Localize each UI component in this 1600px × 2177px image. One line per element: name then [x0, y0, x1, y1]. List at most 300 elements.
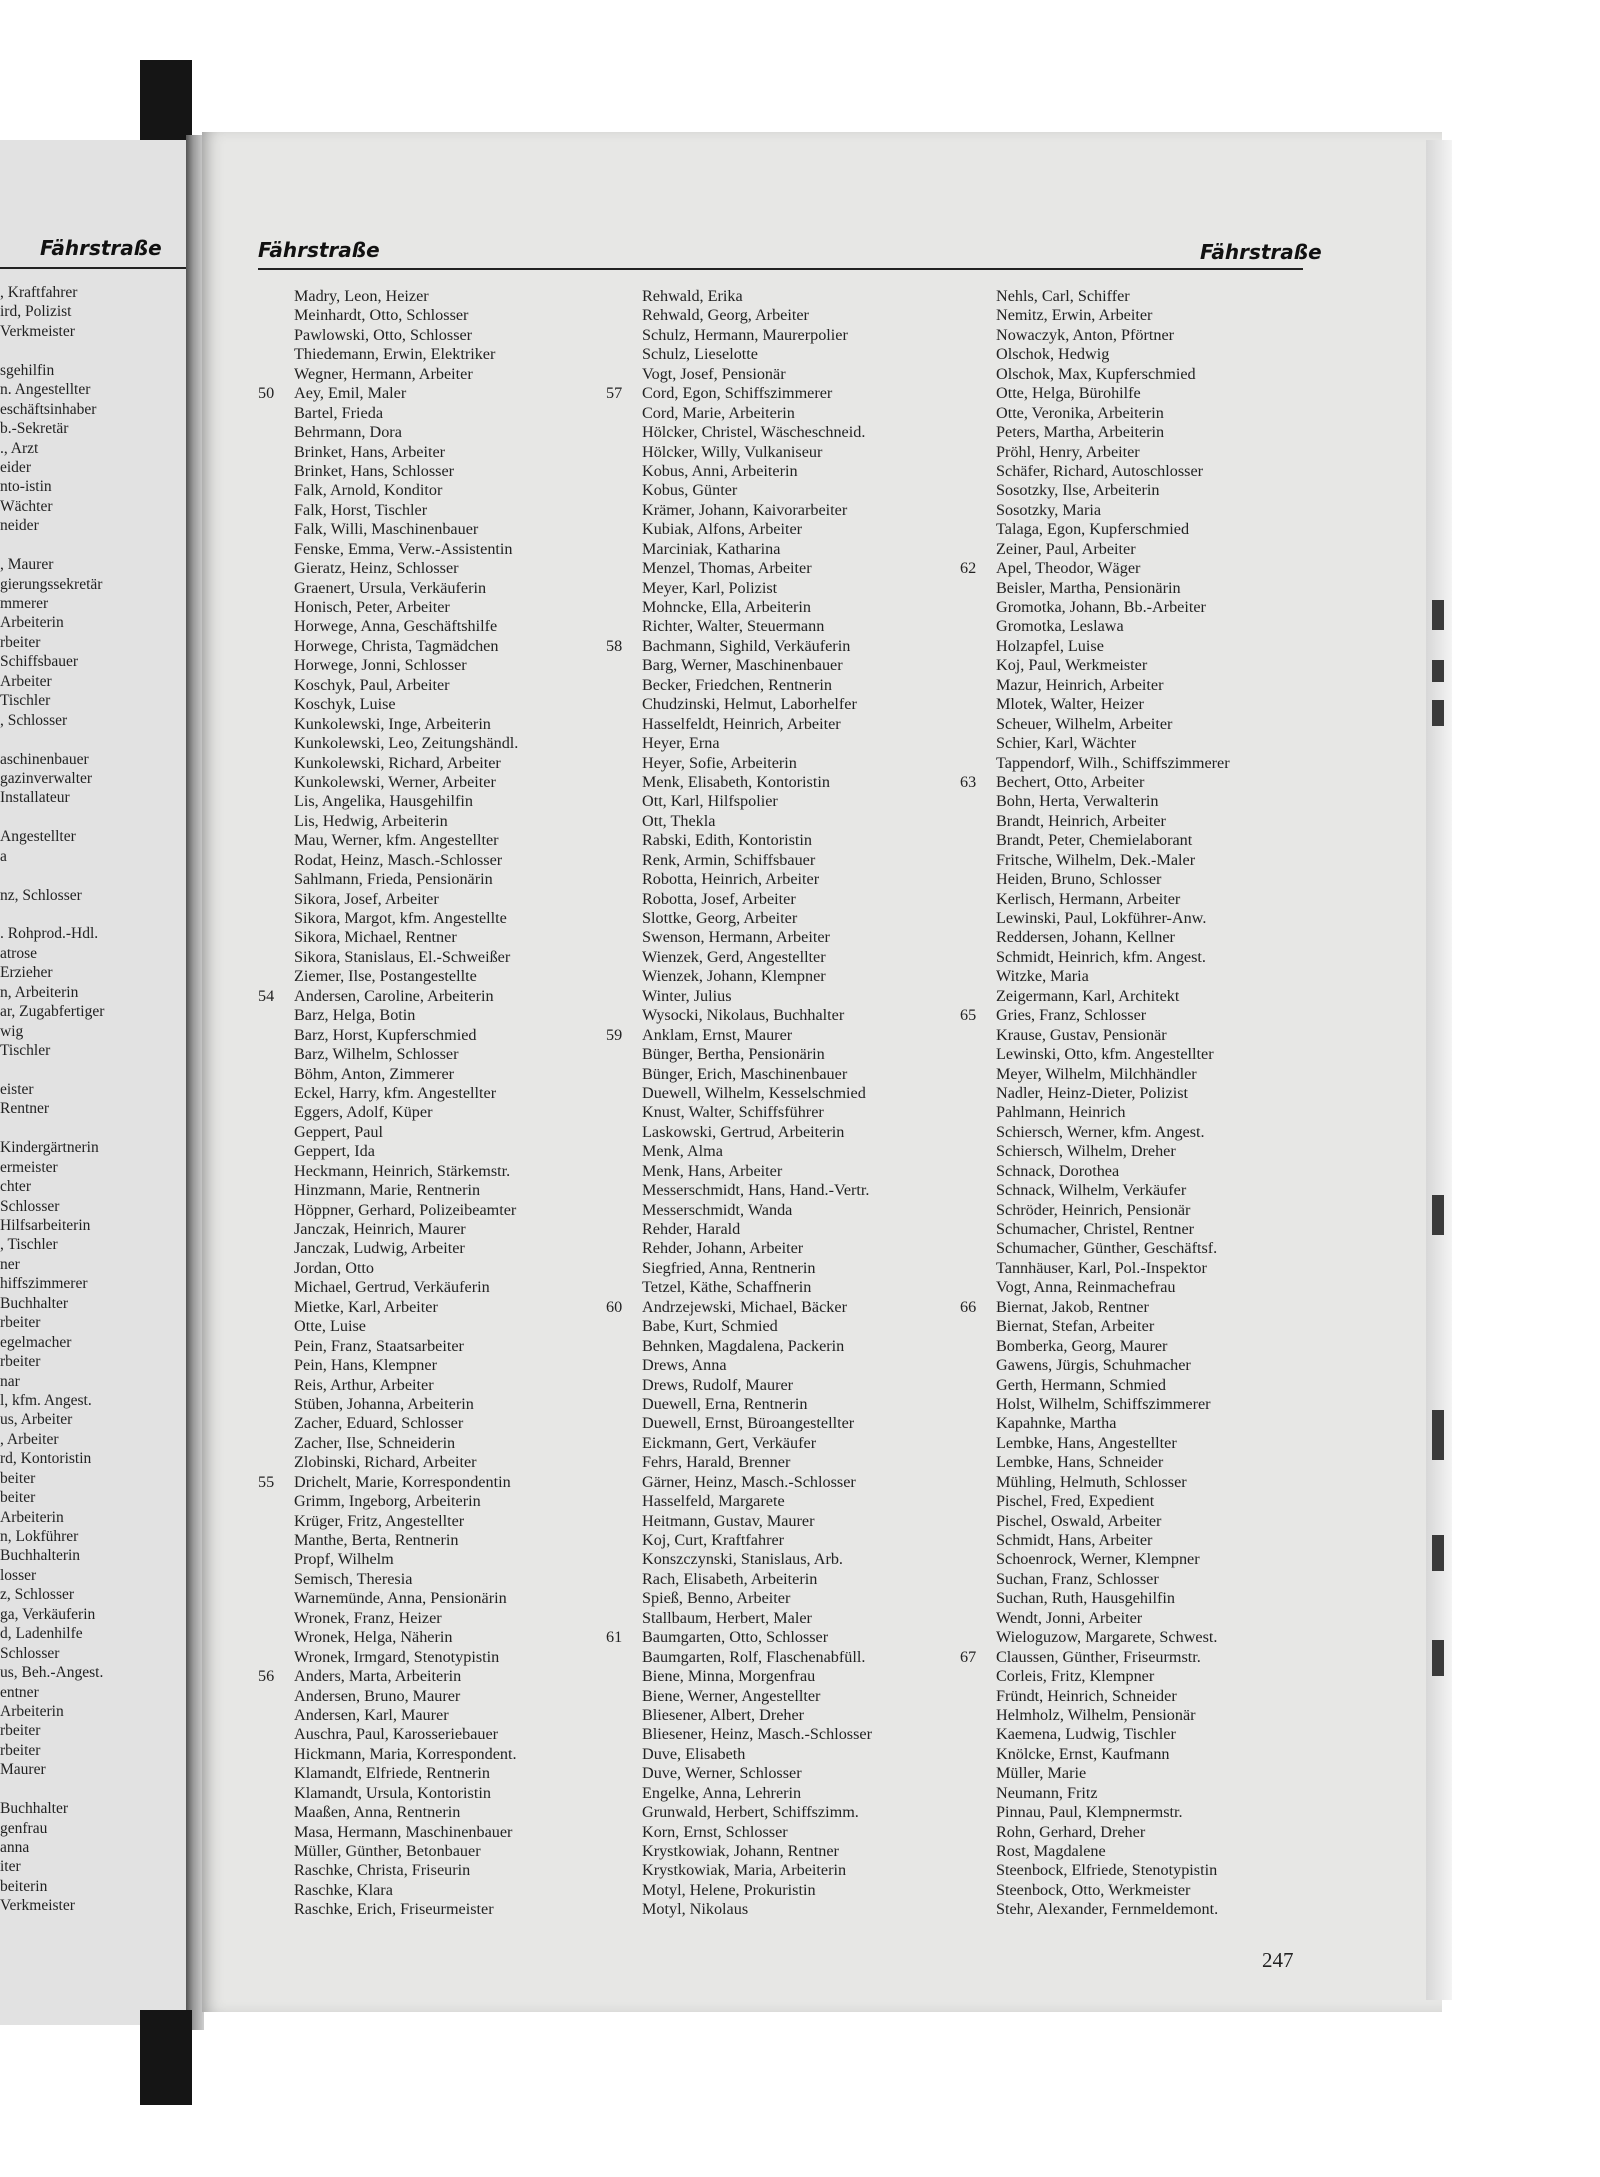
resident-entry: Drews, Rudolf, Maurer: [642, 1375, 794, 1394]
resident-entry: Gerth, Hermann, Schmied: [996, 1375, 1166, 1394]
directory-entry: [258, 579, 603, 598]
resident-entry: Pawlowski, Otto, Schlosser: [294, 325, 473, 344]
facing-page-line: [0, 536, 192, 555]
directory-entry: [606, 1259, 956, 1278]
facing-page-line: entner: [0, 1683, 39, 1701]
directory-entry: [258, 365, 603, 384]
directory-entry: [258, 792, 603, 811]
directory-entry: [960, 1084, 1310, 1103]
page-edge-mark: [1432, 700, 1444, 726]
directory-entry: [960, 1142, 1310, 1161]
directory-entry: [960, 1881, 1310, 1900]
resident-entry: Kunkolewski, Inge, Arbeiterin: [294, 714, 491, 733]
resident-entry: Honisch, Peter, Arbeiter: [294, 598, 450, 616]
directory-entry: [960, 1298, 1310, 1317]
directory-entry: [258, 1842, 603, 1861]
facing-page-line: l, kfm. Angest.: [0, 1391, 92, 1409]
resident-entry: Höppner, Gerhard, Polizeibeamter: [294, 1200, 517, 1219]
resident-entry: Kerlisch, Hermann, Arbeiter: [996, 889, 1181, 908]
resident-entry: Andersen, Bruno, Maurer: [294, 1686, 461, 1705]
directory-entry: [258, 890, 603, 909]
directory-entry: [960, 326, 1310, 345]
facing-page-line: Tischler: [0, 692, 51, 710]
directory-entry: [258, 1298, 603, 1317]
resident-entry: Barz, Horst, Kupferschmied: [294, 1025, 477, 1044]
facing-page-line: Erzieher: [0, 964, 53, 982]
resident-entry: Thiedemann, Erwin, Elektriker: [294, 345, 496, 364]
resident-entry: Masa, Hermann, Maschinenbauer: [294, 1822, 513, 1841]
directory-entry: [960, 1026, 1310, 1045]
facing-page-line: Schlosser: [0, 1197, 60, 1215]
resident-entry: Apel, Theodor, Wäger: [996, 559, 1141, 578]
binding-strip-bottom: [140, 2010, 192, 2105]
resident-entry: Mazur, Heinrich, Arbeiter: [996, 675, 1164, 694]
directory-entry: [258, 1764, 603, 1783]
directory-entry: [960, 1239, 1310, 1258]
resident-entry: Sikora, Stanislaus, El.-Schweißer: [294, 947, 511, 966]
resident-entry: Witzke, Maria: [996, 967, 1089, 986]
resident-entry: Talaga, Egon, Kupferschmied: [996, 520, 1190, 539]
directory-entry: [606, 831, 956, 850]
facing-page-line: Buchhalter: [0, 1800, 69, 1818]
resident-entry: Tannhäuser, Karl, Pol.-Inspektor: [996, 1258, 1207, 1277]
directory-entry: [606, 734, 956, 753]
resident-entry: Klamandt, Ursula, Kontoristin: [294, 1783, 491, 1802]
directory-entry: [258, 734, 603, 753]
resident-entry: Fenske, Emma, Verw.-Assistentin: [294, 539, 513, 558]
facing-page-line: atrose: [0, 944, 38, 962]
facing-page-line: mmerer: [0, 595, 49, 612]
directory-entry: [960, 1512, 1310, 1531]
facing-page-line: ner: [0, 1255, 20, 1273]
page-number: 247: [1262, 1948, 1294, 1972]
resident-entry: Schröder, Heinrich, Pensionär: [996, 1200, 1191, 1219]
resident-entry: Ziemer, Ilse, Postangestellte: [294, 967, 477, 986]
resident-entry: Anklam, Ernst, Maurer: [642, 1025, 793, 1044]
resident-entry: Rodat, Heinz, Masch.-Schlosser: [294, 850, 503, 869]
directory-entry: [960, 1317, 1310, 1336]
directory-entry: [606, 1881, 956, 1900]
directory-entry: [606, 1414, 956, 1433]
directory-entry: [606, 890, 956, 909]
directory-entry: [606, 1823, 956, 1842]
directory-entry: [258, 909, 603, 928]
directory-entry: [960, 1492, 1310, 1511]
directory-entry: [606, 1337, 956, 1356]
directory-entry: [606, 948, 956, 967]
resident-entry: Schiersch, Werner, kfm. Angest.: [996, 1122, 1205, 1141]
directory-entry: [258, 1512, 603, 1531]
directory-entry: [960, 1162, 1310, 1181]
directory-entry: [258, 1784, 603, 1803]
resident-entry: Krämer, Johann, Kaivorarbeiter: [642, 500, 848, 519]
resident-entry: Holzapfel, Luise: [996, 636, 1104, 655]
resident-entry: Rach, Elisabeth, Arbeiterin: [642, 1569, 818, 1588]
facing-page-line: rbeiter: [0, 1741, 41, 1759]
resident-entry: Eckel, Harry, kfm. Angestellter: [294, 1083, 497, 1102]
resident-entry: Drichelt, Marie, Korrespondentin: [294, 1472, 511, 1491]
directory-entry: [606, 365, 956, 384]
resident-entry: Meyer, Karl, Polizist: [642, 578, 778, 597]
resident-entry: Heyer, Sofie, Arbeiterin: [642, 753, 797, 772]
facing-page-line: rbeiter: [0, 633, 41, 651]
directory-entry: [606, 1181, 956, 1200]
resident-entry: Schnack, Wilhelm, Verkäufer: [996, 1181, 1187, 1200]
facing-page-line: z, Schlosser: [0, 1586, 75, 1604]
facing-page-line: beiter: [0, 1469, 36, 1487]
directory-entry: [960, 598, 1310, 617]
facing-page-line: Schlosser: [0, 1644, 60, 1662]
directory-entry: [606, 1784, 956, 1803]
directory-entry: [606, 1609, 956, 1628]
facing-page-line: [0, 905, 192, 924]
resident-entry: Kunkolewski, Werner, Arbeiter: [294, 772, 496, 791]
directory-entry: [606, 404, 956, 423]
house-number: 61: [606, 1628, 623, 1647]
directory-entry: [258, 326, 603, 345]
resident-entry: Olschok, Max, Kupferschmied: [996, 364, 1196, 383]
directory-entry: [606, 1589, 956, 1608]
directory-entry: [258, 1045, 603, 1064]
resident-entry: Stehr, Alexander, Fernmeldemont.: [996, 1900, 1219, 1919]
resident-entry: Raschke, Klara: [294, 1880, 393, 1899]
directory-entry: [960, 734, 1310, 753]
resident-entry: Mohncke, Ella, Arbeiterin: [642, 598, 812, 616]
resident-entry: Horwege, Anna, Geschäftshilfe: [294, 617, 498, 636]
resident-entry: Wendt, Jonni, Arbeiter: [996, 1608, 1143, 1627]
facing-page-line: nar: [0, 1372, 20, 1390]
facing-page-line: beiter: [0, 1489, 36, 1507]
facing-page-header: Fährstraße: [40, 236, 162, 260]
directory-entry: [606, 1842, 956, 1861]
directory-entry: [258, 1881, 603, 1900]
resident-entry: Rehder, Harald: [642, 1220, 741, 1238]
resident-entry: Schier, Karl, Wächter: [996, 734, 1137, 753]
resident-entry: Duve, Werner, Schlosser: [642, 1764, 802, 1783]
facing-page-text: [0, 283, 192, 1916]
resident-entry: Gärner, Heinz, Masch.-Schlosser: [642, 1472, 856, 1491]
directory-entry: [606, 617, 956, 636]
resident-entry: Sikora, Michael, Rentner: [294, 928, 457, 947]
directory-entry: [960, 1259, 1310, 1278]
facing-page-line: ird, Polizist: [0, 303, 72, 321]
directory-entry: [606, 1142, 956, 1161]
resident-entry: Pein, Hans, Klempner: [294, 1356, 437, 1375]
facing-page-line: Installateur: [0, 789, 70, 807]
resident-entry: Klamandt, Elfriede, Rentnerin: [294, 1764, 490, 1783]
resident-entry: Suchan, Ruth, Hausgehilfin: [996, 1589, 1175, 1608]
resident-entry: Brandt, Heinrich, Arbeiter: [996, 811, 1166, 830]
resident-entry: Spieß, Benno, Arbeiter: [642, 1589, 791, 1608]
resident-entry: Beisler, Martha, Pensionärin: [996, 578, 1181, 597]
resident-entry: Pischel, Oswald, Arbeiter: [996, 1511, 1162, 1530]
directory-entry: [258, 1162, 603, 1181]
facing-page-line: Hilfsarbeiterin: [0, 1217, 91, 1234]
directory-entry: [258, 851, 603, 870]
directory-entry: [606, 326, 956, 345]
resident-entry: Heyer, Erna: [642, 734, 720, 753]
resident-entry: Janczak, Heinrich, Maurer: [294, 1220, 466, 1238]
directory-entry: [258, 676, 603, 695]
resident-entry: Böhm, Anton, Zimmerer: [294, 1064, 455, 1083]
resident-entry: Rohn, Gerhard, Dreher: [996, 1822, 1146, 1841]
facing-page-line: Arbeiterin: [0, 1702, 64, 1720]
resident-entry: Biene, Werner, Angestellter: [642, 1686, 821, 1705]
resident-entry: Jordan, Otto: [294, 1258, 375, 1277]
resident-entry: Wieloguzow, Margarete, Schwest.: [996, 1628, 1218, 1647]
directory-entry: [258, 345, 603, 364]
directory-entry: [258, 598, 603, 617]
resident-entry: Stüben, Johanna, Arbeiterin: [294, 1394, 474, 1413]
resident-entry: Barz, Helga, Botin: [294, 1006, 416, 1025]
resident-entry: Barz, Wilhelm, Schlosser: [294, 1045, 459, 1064]
resident-entry: Zacher, Ilse, Schneiderin: [294, 1433, 456, 1452]
facing-page-line: nto-istin: [0, 478, 52, 496]
resident-entry: Korn, Ernst, Schlosser: [642, 1822, 788, 1841]
directory-entry: [258, 1065, 603, 1084]
resident-entry: Nehls, Carl, Schiffer: [996, 287, 1130, 305]
directory-entry: [960, 617, 1310, 636]
resident-entry: Eggers, Adolf, Küper: [294, 1103, 433, 1122]
resident-entry: Bartel, Frieda: [294, 403, 383, 422]
resident-entry: Meyer, Wilhelm, Milchhändler: [996, 1064, 1197, 1083]
directory-entry: [258, 987, 603, 1006]
directory-entry: [606, 1084, 956, 1103]
resident-entry: Chudzinski, Helmut, Laborhelfer: [642, 695, 857, 714]
directory-entry: [606, 1745, 956, 1764]
facing-page-line: [0, 1780, 192, 1799]
resident-entry: Swenson, Hermann, Arbeiter: [642, 928, 830, 947]
directory-entry: [258, 501, 603, 520]
directory-entry: [960, 1220, 1310, 1239]
running-header-left: Fährstraße: [258, 238, 380, 262]
resident-entry: Horwege, Jonni, Schlosser: [294, 656, 467, 675]
resident-entry: Kaemena, Ludwig, Tischler: [996, 1725, 1176, 1744]
directory-entry: [606, 1045, 956, 1064]
directory-entry: [960, 1648, 1310, 1667]
directory-entry: [606, 1278, 956, 1297]
resident-entry: Bohn, Herta, Verwalterin: [996, 792, 1159, 811]
directory-entry: [258, 1803, 603, 1822]
directory-entry: [258, 462, 603, 481]
directory-entry: [606, 384, 956, 403]
facing-page-line: Maurer: [0, 1761, 46, 1779]
resident-entry: Lewinski, Paul, Lokführer-Anw.: [996, 909, 1207, 927]
resident-entry: Schmidt, Hans, Arbeiter: [996, 1531, 1153, 1549]
resident-entry: Sosotzky, Maria: [996, 500, 1102, 519]
directory-entry: [606, 851, 956, 870]
facing-page-line: hiffszimmerer: [0, 1275, 88, 1293]
house-number: 56: [258, 1667, 275, 1686]
directory-entry: [960, 404, 1310, 423]
resident-entry: Behnken, Magdalena, Packerin: [642, 1336, 845, 1355]
resident-entry: Baumgarten, Otto, Schlosser: [642, 1628, 829, 1647]
directory-entry: [606, 1764, 956, 1783]
directory-entry: [960, 1842, 1310, 1861]
facing-page-line: Arbeiter: [0, 672, 52, 690]
resident-entry: Krystkowiak, Johann, Rentner: [642, 1842, 839, 1860]
resident-entry: Claussen, Günther, Friseurmstr.: [996, 1647, 1201, 1666]
directory-entry: [606, 1803, 956, 1822]
directory-entry: [258, 1414, 603, 1433]
house-number: 63: [960, 772, 977, 791]
directory-entry: [258, 1434, 603, 1453]
directory-entry: [258, 404, 603, 423]
resident-entry: Sahlmann, Frieda, Pensionärin: [294, 870, 493, 889]
resident-entry: Kapahnke, Martha: [996, 1414, 1117, 1433]
directory-entry: [258, 481, 603, 500]
directory-entry: [606, 1006, 956, 1025]
directory-entry: [606, 1239, 956, 1258]
directory-entry: [258, 715, 603, 734]
directory-entry: [960, 831, 1310, 850]
directory-entry: [960, 1531, 1310, 1550]
resident-entry: Steenbock, Otto, Werkmeister: [996, 1880, 1191, 1899]
facing-page-line: d, Ladenhilfe: [0, 1625, 83, 1643]
directory-entry: [258, 1337, 603, 1356]
directory-entry: [960, 1570, 1310, 1589]
directory-entry: [606, 695, 956, 714]
resident-entry: Kubiak, Alfons, Arbeiter: [642, 520, 803, 539]
page-edge-mark: [1432, 1410, 1444, 1460]
resident-entry: Suchan, Franz, Schlosser: [996, 1569, 1159, 1588]
facing-page-line: beiterin: [0, 1877, 48, 1895]
directory-entry: [960, 1434, 1310, 1453]
resident-entry: Lewinski, Otto, kfm. Angestellter: [996, 1045, 1214, 1064]
directory-entry: [960, 1181, 1310, 1200]
resident-entry: Menk, Elisabeth, Kontoristin: [642, 772, 830, 791]
directory-entry: [606, 637, 956, 656]
resident-entry: Andersen, Karl, Maurer: [294, 1705, 449, 1724]
resident-entry: Laskowski, Gertrud, Arbeiterin: [642, 1122, 845, 1141]
resident-entry: Hasselfeldt, Heinrich, Arbeiter: [642, 714, 841, 733]
facing-page-line: Angestellter: [0, 828, 76, 846]
resident-entry: Biene, Minna, Morgenfrau: [642, 1667, 816, 1686]
directory-entry: [606, 715, 956, 734]
directory-entry: [606, 1725, 956, 1744]
house-number: 60: [606, 1297, 623, 1316]
resident-entry: Wronek, Franz, Heizer: [294, 1608, 442, 1627]
directory-entry: [258, 1570, 603, 1589]
directory-entry: [960, 443, 1310, 462]
directory-entry: [960, 1803, 1310, 1822]
resident-entry: Grunwald, Herbert, Schiffszimm.: [642, 1803, 859, 1822]
directory-entry: [606, 656, 956, 675]
facing-page-line: iter: [0, 1858, 21, 1876]
directory-entry: [606, 559, 956, 578]
resident-entry: Hölcker, Christel, Wäscheschneid.: [642, 423, 866, 442]
directory-entry: [960, 1628, 1310, 1647]
resident-entry: Schumacher, Günther, Geschäftsf.: [996, 1239, 1218, 1258]
directory-entry: [606, 1162, 956, 1181]
running-header-right: Fährstraße: [1200, 240, 1322, 264]
directory-entry: [960, 1453, 1310, 1472]
resident-entry: Robotta, Josef, Arbeiter: [642, 889, 796, 908]
directory-entry: [606, 967, 956, 986]
directory-entry: [258, 1356, 603, 1375]
resident-entry: Koschyk, Paul, Arbeiter: [294, 675, 450, 694]
resident-entry: Kobus, Günter: [642, 481, 738, 500]
directory-entry: [258, 870, 603, 889]
house-number: 62: [960, 559, 977, 578]
house-number: 54: [258, 986, 275, 1005]
facing-page-line: , Tischler: [0, 1236, 58, 1254]
directory-entry: [258, 1550, 603, 1569]
resident-entry: Zlobinski, Richard, Arbeiter: [294, 1453, 477, 1472]
directory-entry: [258, 1453, 603, 1472]
resident-entry: Zacher, Eduard, Schlosser: [294, 1414, 464, 1433]
directory-column-1: [258, 287, 603, 1920]
directory-entry: [960, 1065, 1310, 1084]
resident-entry: Bomberka, Georg, Maurer: [996, 1336, 1168, 1355]
facing-page-line: Buchhalter: [0, 1294, 69, 1312]
resident-entry: Marciniak, Katharina: [642, 539, 781, 558]
directory-entry: [960, 1201, 1310, 1220]
directory-entry: [258, 967, 603, 986]
directory-entry: [258, 1006, 603, 1025]
resident-entry: Hickmann, Maria, Korrespondent.: [294, 1744, 517, 1763]
directory-entry: [258, 1609, 603, 1628]
resident-entry: Eickmann, Gert, Verkäufer: [642, 1433, 817, 1452]
directory-entry: [258, 1531, 603, 1550]
resident-entry: Pein, Franz, Staatsarbeiter: [294, 1336, 464, 1355]
resident-entry: Pinnau, Paul, Klempnermstr.: [996, 1803, 1183, 1822]
directory-column-3: [960, 287, 1310, 1920]
facing-page-line: Rentner: [0, 1100, 50, 1118]
directory-entry: [606, 928, 956, 947]
directory-entry: [960, 1006, 1310, 1025]
directory-entry: [960, 1725, 1310, 1744]
directory-entry: [960, 1103, 1310, 1122]
resident-entry: Menk, Hans, Arbeiter: [642, 1161, 783, 1180]
directory-entry: [258, 831, 603, 850]
resident-entry: Olschok, Hedwig: [996, 345, 1110, 364]
resident-entry: Bliesener, Heinz, Masch.-Schlosser: [642, 1725, 872, 1744]
facing-page-line: b.-Sekretär: [0, 420, 69, 438]
resident-entry: Meinhardt, Otto, Schlosser: [294, 306, 469, 325]
resident-entry: Rost, Magdalene: [996, 1842, 1106, 1860]
directory-entry: [258, 1473, 603, 1492]
house-number: 57: [606, 384, 623, 403]
directory-entry: [258, 812, 603, 831]
directory-entry: [960, 676, 1310, 695]
resident-entry: Propf, Wilhelm: [294, 1550, 394, 1569]
directory-entry: [960, 1609, 1310, 1628]
resident-entry: Kunkolewski, Richard, Arbeiter: [294, 753, 501, 772]
facing-page-line: . Rohprod.-Hdl.: [0, 925, 99, 943]
resident-entry: Grimm, Ingeborg, Arbeiterin: [294, 1492, 481, 1511]
directory-entry: [606, 1220, 956, 1239]
resident-entry: Fehrs, Harald, Brenner: [642, 1453, 791, 1472]
resident-entry: Helmholz, Wilhelm, Pensionär: [996, 1705, 1196, 1724]
resident-entry: Krause, Gustav, Pensionär: [996, 1025, 1167, 1044]
directory-entry: [606, 1453, 956, 1472]
directory-entry: [960, 656, 1310, 675]
directory-entry: [960, 754, 1310, 773]
resident-entry: Knust, Walter, Schiffsführer: [642, 1103, 824, 1122]
resident-entry: Hinzmann, Marie, Rentnerin: [294, 1181, 481, 1200]
facing-page-line: n. Angestellter: [0, 381, 91, 399]
page-edge: [1426, 140, 1452, 2000]
house-number: 67: [960, 1647, 977, 1666]
page-edge-mark: [1432, 600, 1444, 630]
directory-entry: [606, 462, 956, 481]
resident-entry: Mau, Werner, kfm. Angestellter: [294, 831, 499, 850]
directory-entry: [960, 1473, 1310, 1492]
resident-entry: Peters, Martha, Arbeiterin: [996, 423, 1165, 442]
facing-page-line: [0, 1061, 192, 1080]
directory-entry: [606, 287, 956, 306]
